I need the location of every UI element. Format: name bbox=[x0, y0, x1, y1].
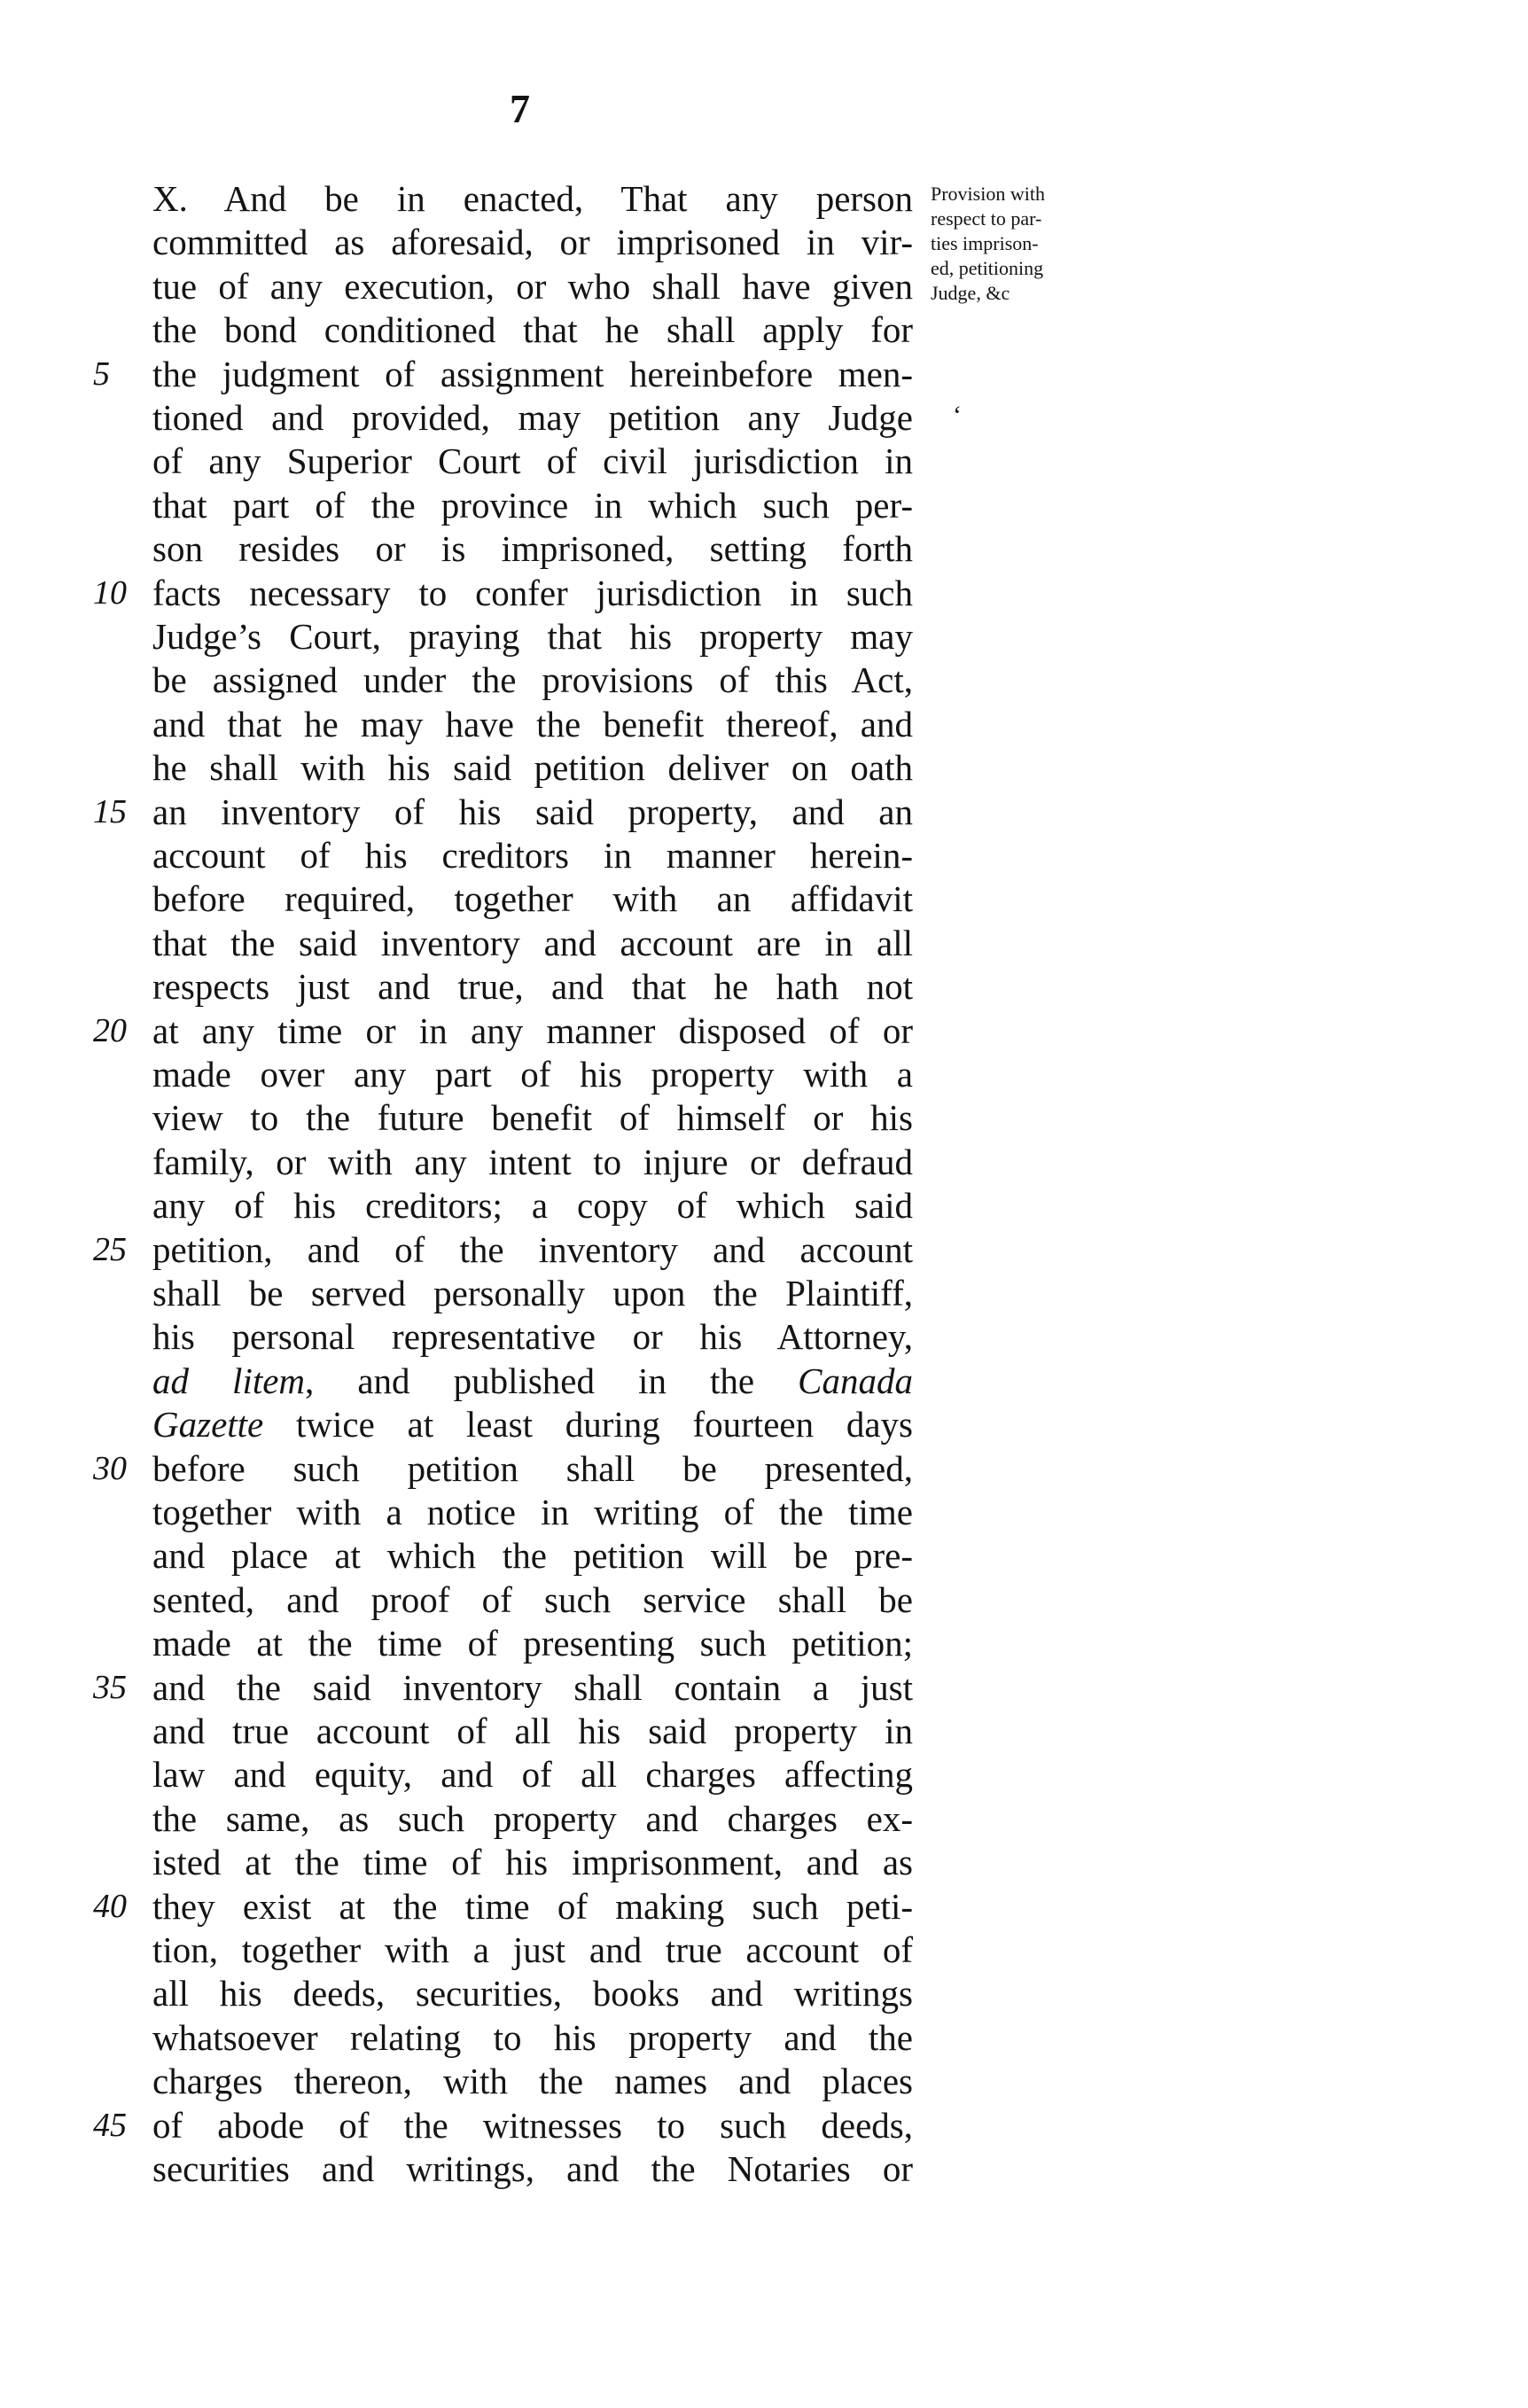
line-text: tioned and provided, may petition any Judge bbox=[152, 397, 913, 438]
line-text: account of his creditors in manner herein- bbox=[152, 835, 913, 876]
line-text: law and equity, and of all charges affecting bbox=[152, 1754, 913, 1795]
line-text: at any time or in any manner disposed of or bbox=[152, 1010, 913, 1051]
marginal-note-line: Judge, &c bbox=[931, 282, 1010, 304]
line-number: 35 bbox=[93, 1669, 127, 1706]
marginal-note bbox=[931, 182, 1112, 306]
line-text: the judgment of assignment hereinbefore men- bbox=[152, 354, 913, 394]
line-number: 40 bbox=[93, 1888, 127, 1925]
marginal-note-line: respect to par- bbox=[931, 207, 1042, 230]
line-text: tue of any execution, or who shall have given bbox=[152, 266, 913, 307]
line-text: of any Superior Court of civil jurisdiction in bbox=[152, 440, 913, 481]
marginal-note-line: ed, petitioning bbox=[931, 257, 1044, 279]
line-text: an inventory of his said property, and an bbox=[152, 791, 913, 832]
line-text: and true account of all his said property in bbox=[152, 1711, 913, 1751]
stray-mark: ‘ bbox=[953, 401, 962, 430]
line-text: whatsoever relating to his property and the bbox=[152, 2017, 913, 2058]
line-text: respects just and true, and that he hath not bbox=[152, 966, 913, 1007]
line-text: his personal representative or his Attorney, bbox=[152, 1316, 913, 1357]
line-text: X. And be in enacted, That any person bbox=[152, 178, 913, 219]
line-text: and the said inventory shall contain a just bbox=[152, 1667, 913, 1708]
line-text: sented, and proof of such service shall be bbox=[152, 1579, 913, 1620]
line-text: the same, as such property and charges ex- bbox=[152, 1798, 913, 1839]
line-text: made over any part of his property with a bbox=[152, 1054, 913, 1095]
page-number: 7 bbox=[510, 86, 530, 131]
line-text: and that he may have the benefit thereof, and bbox=[152, 704, 913, 744]
line-text: petition, and of the inventory and account bbox=[152, 1229, 913, 1270]
line-text: any of his creditors; a copy of which said bbox=[152, 1185, 913, 1226]
line-text: they exist at the time of making such peti- bbox=[152, 1886, 913, 1927]
line-text: before such petition shall be presented, bbox=[152, 1448, 913, 1489]
line-text: family, or with any intent to injure or defraud bbox=[152, 1142, 913, 1182]
line-text: son resides or is imprisoned, setting forth bbox=[152, 528, 913, 569]
line-text: together with a notice in writing of the time bbox=[152, 1492, 913, 1532]
marginal-note-line: Provision with bbox=[931, 183, 1045, 205]
line-text: and place at which the petition will be pre- bbox=[152, 1535, 913, 1576]
line-text: before required, together with an affidavit bbox=[152, 878, 913, 919]
marginal-note-line: ties imprison- bbox=[931, 232, 1039, 254]
line-text: committed as aforesaid, or imprisoned in vir- bbox=[152, 222, 913, 262]
line-number: 15 bbox=[93, 793, 127, 830]
line-number: 10 bbox=[93, 574, 127, 612]
line-text: he shall with his said petition deliver on oath bbox=[152, 747, 913, 788]
line-number: 30 bbox=[93, 1450, 127, 1487]
line-text: view to the future benefit of himself or his bbox=[152, 1097, 913, 1138]
line-text: of abode of the witnesses to such deeds, bbox=[152, 2105, 913, 2146]
line-text: be assigned under the provisions of this Act, bbox=[152, 659, 913, 700]
line-text: securities and writings, and the Notaries or bbox=[152, 2148, 913, 2189]
line-text: Judge’s Court, praying that his property may bbox=[152, 616, 913, 657]
line-text: isted at the time of his imprisonment, and as bbox=[152, 1842, 913, 1882]
line-number: 5 bbox=[93, 355, 110, 393]
line-text: tion, together with a just and true account of bbox=[152, 1929, 913, 1970]
line-text: Gazette twice at least during fourteen days bbox=[152, 1404, 913, 1445]
line-text: facts necessary to confer jurisdiction in such bbox=[152, 573, 913, 613]
line-text: shall be served personally upon the Plaintiff, bbox=[152, 1273, 913, 1313]
line-text: made at the time of presenting such petition; bbox=[152, 1623, 913, 1664]
line-number: 20 bbox=[93, 1012, 127, 1049]
line-number: 45 bbox=[93, 2107, 127, 2144]
line-text: that the said inventory and account are in all bbox=[152, 923, 913, 963]
line-number: 25 bbox=[93, 1231, 127, 1268]
line-text: charges thereon, with the names and places bbox=[152, 2061, 913, 2101]
line-text: the bond conditioned that he shall apply for bbox=[152, 309, 913, 350]
line-text: all his deeds, securities, books and writings bbox=[152, 1973, 913, 2014]
line-text: that part of the province in which such per- bbox=[152, 485, 913, 526]
line-text: ad litem, and published in the Canada bbox=[152, 1360, 913, 1401]
